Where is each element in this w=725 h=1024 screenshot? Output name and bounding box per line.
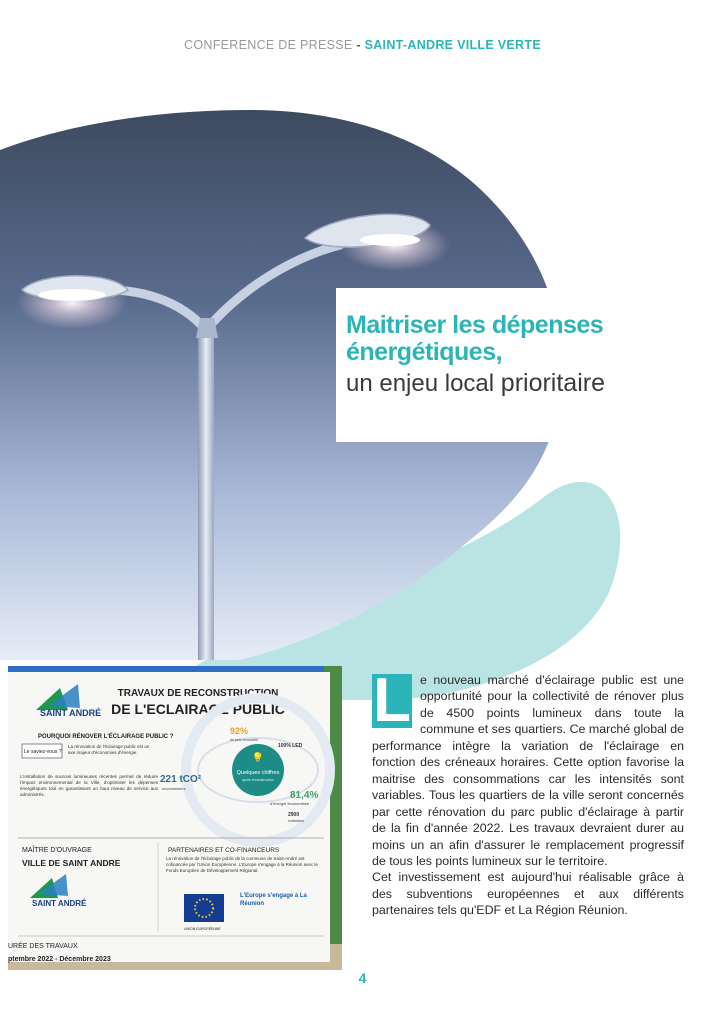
sign-partenaires: PARTENAIRES ET CO-FINANCEURS bbox=[168, 847, 280, 854]
article-paragraph-2: Cet investissement est aujourd'hui réalisable grâce à des subventions européennes et aux différents partenaires tels qu'EDF et La Région Réunion. bbox=[372, 870, 684, 918]
sign-stat-81-label: d'énergie économisée bbox=[270, 801, 310, 806]
sign-stat-92-label: du parc renouvelé bbox=[230, 738, 259, 742]
article-body bbox=[372, 666, 684, 919]
sign-savez-vous: Le saviez-vous ? bbox=[24, 749, 62, 755]
sign-eu-label: UNION EUROPÉENNE bbox=[184, 927, 221, 931]
header-conference: CONFERENCE DE PRESSE bbox=[184, 38, 353, 52]
sign-town-logo-top: SAINT ANDRÉ bbox=[40, 708, 102, 718]
sign-duree: URÉE DES TRAVAUX bbox=[8, 943, 78, 950]
title-line-2: énergétiques, bbox=[346, 338, 503, 366]
title-box bbox=[336, 288, 626, 442]
sign-maitre-ouvrage: MAÎTRE D'OUVRAGE bbox=[22, 847, 92, 854]
sign-paragraph: L'installation de sources lumineuses récentes permet de réduire l'impact environnemental de la Ville, d'optimiser les dépenses énergétiques tout en garantissant un haut niveau de service aux administrés. bbox=[20, 774, 158, 797]
header-city-slogan: SAINT-ANDRE VILLE VERTE bbox=[364, 38, 541, 52]
sign-town-logo-bottom: SAINT ANDRÉ bbox=[32, 899, 87, 908]
sign-stat-100: 100% LED bbox=[278, 743, 303, 749]
sign-photo bbox=[8, 666, 342, 970]
sign-question: POURQUOI RÉNOVER L'ÉCLAIRAGE PUBLIC ? bbox=[38, 734, 174, 740]
article-paragraph-1: e nouveau marché d'éclairage public est une opportunité pour la collectivité de rénover plus de 4500 points lumineux dans toute la commune et ses quartiers. Ce marché global de performance intègre la variation de l'éclairage en fonction des créneaux horaires. Cette option favorise la maitrise des consommations car les intensités sont variables. Tous les quartiers de la ville seront concernés par cette rénovation du parc public d'éclairage à partir de la fin d'année 2022. Les travaux devraient durer au moins un an afin d'assurer le remplacement progressif de tous les points lumineux sur le territoire. bbox=[372, 673, 684, 868]
header-separator: - bbox=[356, 38, 361, 52]
svg-text:💡: 💡 bbox=[251, 753, 265, 764]
sign-stat-81: 81,4% bbox=[290, 790, 319, 801]
sign-center-sub: après reconstruction bbox=[242, 778, 274, 782]
sign-europe-label: L'Europe s'engage à La Réunion bbox=[240, 893, 307, 907]
sign-partners-text: La rénovation de l'éclairage public de la commune de Saint-André est cofinancée par l'Union Européenne. L'Europe s'engage à la Réunion avec le Fonds Européen de Développement Régional. bbox=[166, 856, 318, 873]
sign-photo-illustration bbox=[8, 666, 342, 970]
lamp-pole bbox=[198, 325, 214, 660]
sign-ville: VILLE DE SAINT ANDRE bbox=[22, 858, 121, 868]
sign-stat-92: 92% bbox=[230, 726, 249, 736]
subtitle-part-2: prioritaire bbox=[500, 369, 605, 397]
sign-stat-2900: 2900 bbox=[288, 812, 300, 818]
sign-heading-2: DE L'ECLAIRAGE PUBLIC bbox=[111, 701, 285, 717]
sign-heading-1: TRAVAUX DE RECONSTRUCTION bbox=[117, 688, 279, 699]
sign-intro: La rénovation de l'éclairage public est un axe majeur d'économies d'énergie. bbox=[68, 744, 150, 755]
sign-stat-2900-label: luminaires bbox=[288, 819, 304, 823]
sign-center-title: Quelques chiffres bbox=[236, 770, 280, 776]
sign-stat-co2: 221 tCO² bbox=[160, 774, 202, 785]
sign-stat-co2-label: économisées bbox=[162, 786, 186, 791]
title-line-1: Maitriser les dépenses bbox=[346, 311, 604, 339]
drop-cap: L bbox=[373, 666, 411, 735]
subtitle-part-1: un enjeu local bbox=[346, 370, 495, 397]
page-number: 4 bbox=[358, 970, 367, 986]
sign-dates: ptembre 2022 - Décembre 2023 bbox=[8, 956, 111, 963]
subtitle bbox=[346, 368, 626, 399]
